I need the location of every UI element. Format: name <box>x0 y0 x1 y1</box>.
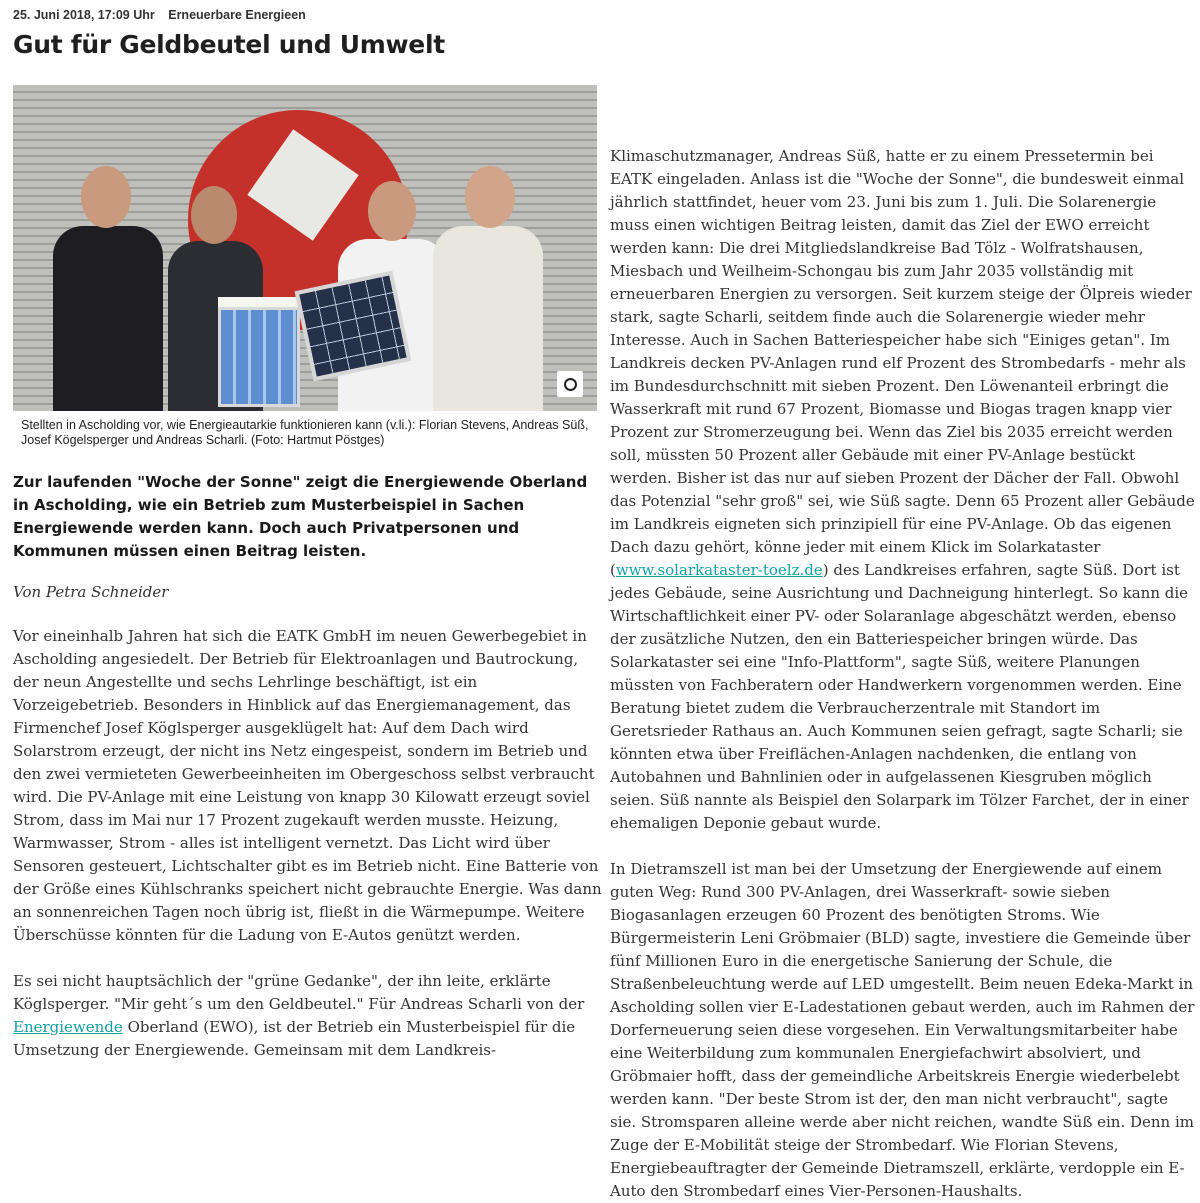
photo-person <box>433 166 543 411</box>
photo-demo-panel <box>218 307 300 407</box>
article-meta <box>13 8 306 22</box>
paragraph: Es sei nicht hauptsächlich der "grüne Gedanke", der ihn leite, erklärte Köglsperger. "Mir geht´s um den Geldbeutel." Für Andreas Scharli von der Energiewende Oberland (EWO), ist der Betrieb ein Musterbeispiel für die Umsetzung der Energiewende. Gemeinsam mit dem Landkreis- <box>13 972 585 1059</box>
article-byline: Von Petra Schneider <box>13 583 169 601</box>
energiewende-link[interactable]: Energiewende <box>13 1018 123 1036</box>
category-link[interactable]: Erneuerbare Energieen <box>168 8 306 22</box>
photo-caption: Stellten in Ascholding vor, wie Energieautarkie funktionieren kann (v.li.): Florian Stevens, Andreas Süß, Josef Kögelsperger und Andreas Scharli. (Foto: Hartmut Pöstges) <box>21 418 589 447</box>
article-lead: Zur laufenden "Woche der Sonne" zeigt die Energiewende Oberland in Ascholding, wie ein Betrieb zum Musterbeispiel in Sachen Energiewende werden kann. Doch auch Privatpersonen und Kommunen müssen einen Beitrag leisten. <box>13 473 588 560</box>
publish-date: 25. Juni 2018, 17:09 Uhr <box>13 8 155 22</box>
article-column-right <box>610 145 1195 1203</box>
article-headline: Gut für Geldbeutel und Umwelt <box>13 30 445 59</box>
photo-person <box>53 166 163 411</box>
article-photo[interactable] <box>13 85 597 411</box>
paragraph: Vor eineinhalb Jahren hat sich die EATK GmbH im neuen Gewerbegebiet in Ascholding angesiedelt. Der Betrieb für Elektroanlagen und Bautrockung, der neun Angestellte und sechs Lehrlinge beschäftigt, ist ein Vorzeigebetrieb. Besonders in Hinblick auf das Energiemanagement, das Firmenchef Josef Köglsperger ausgeklügelt hat: Auf dem Dach wird Solarstrom erzeugt, der nicht ins Netz eingespeist, sondern im Betrieb und den zwei vermieteten Gewerbeeinheiten im Obergeschoss selbst verbraucht wird. Die PV-Anlage mit eine Leistung von knapp 30 Kilowatt erzeugt soviel Strom, dass im Mai nur 17 Prozent zugekauft werden musste. Heizung, Warmwasser, Strom - alles ist intelligent vernetzt. Das Licht wird über Sensoren gesteuert, Lichtschalter gibt es im Betrieb nicht. Eine Batterie von der Größe eines Kühlschranks speichert nicht gebrauchte Energie. Was dann an sonnenreichen Tagen noch übrig ist, fließt in die Wärmepumpe. Weitere Überschüsse könnten für die Ladung von E-Autos genützt werden. <box>13 627 602 944</box>
article-column-left <box>13 625 603 1062</box>
camera-icon[interactable] <box>557 371 583 397</box>
paragraph: In Dietramszell ist man bei der Umsetzung der Energiewende auf einem guten Weg: Rund 300 PV-Anlagen, drei Wasserkraft- sowie sieben Biogasanlagen erzeugen 60 Prozent des benötigten Stroms. Wie Bürgermeisterin Leni Gröbmaier (BLD) sagte, investiere die Gemeinde über fünf Millionen Euro in die energetische Sanierung der Schule, die Straßenbeleuchtung werde auf LED umgestellt. Beim neuen Edeka-Markt in Ascholding sollen vier E-Ladestationen gebaut werden, auch im Rahmen der Dorferneuerung seien diese vorgesehen. Ein Verwaltungsmitarbeiter habe eine Weiterbildung zum kommunalen Energiefachwirt absolviert, und Gröbmaier hofft, dass der gemeindliche Arbeitskreis Energie wiederbelebt werden kann. "Der beste Strom ist der, den man nicht verbraucht", sagte sie. Stromsparen alleine werde aber nicht reichen, wandte Süß ein. Denn im Zuge der E-Mobilität steige der Strombedarf. Wie Florian Stevens, Energiebeauftragter der Gemeinde Dietramszell, erklärte, verdopple ein E-Auto den Strombedarf eines Vier-Personen-Haushalts. <box>610 860 1195 1200</box>
paragraph: Klimaschutzmanager, Andreas Süß, hatte er zu einem Pressetermin bei EATK eingeladen. Anlass ist die "Woche der Sonne", die bundesweit einmal jährlich stattfindet, heuer vom 23. Juni bis zum 1. Juli. Die Solarenergie muss einen wichtigen Beitrag leisten, damit das Ziel der EWO erreicht werden kann: Die drei Mitgliedslandkreise Bad Tölz - Wolfratshausen, Miesbach und Weilheim-Schongau bis zum Jahr 2035 vollständig mit erneuerbaren Energien zu versorgen. Seit kurzem steige der Ölpreis wieder stark, sagte Scharli, seitdem finde auch die Solarenergie wieder mehr Interesse. Auch in Sachen Batteriespeicher habe sich "Einiges getan". Im Landkreis decken PV-Anlagen rund elf Prozent des Strombedarfs - mehr als im Bundesdurchschnitt mit sieben Prozent. Den Löwenanteil erbringt die Wasserkraft mit rund 67 Prozent, Biomasse und Biogas tragen knapp vier Prozent zur Stromerzeugung bei. Wenn das Ziel bis 2035 erreicht werden soll, müssten 50 Prozent aller Gebäude mit einer PV-Anlage bestückt werden. Bisher ist das nur auf sieben Prozent der Dächer der Fall. Obwohl das Potenzial "sehr groß" sei, wie Süß sagte. Denn 65 Prozent aller Gebäude im Landkreis eigneten sich prinzipiell für eine PV-Anlage. Ob das eigenen Dach dazu gehört, könne jeder mit einem Klick im Solarkataster (www.solarkataster-toelz.de) des Landkreises erfahren, sagte Süß. Dort ist jedes Gebäude, seine Ausrichtung und Dachneigung hinterlegt. So kann die Wirtschaftlichkeit einer PV- oder Solaranlage abgeschätzt werden, ebenso der zusätzliche Nutzen, den ein Batteriespeicher bringen würde. Das Solarkataster sei eine "Info-Plattform", sagte Süß, weitere Planungen müssten von Fachberatern oder Handwerkern vorgenommen werden. Eine Beratung bietet zudem die Verbraucherzentrale mit Standort im Geretsrieder Rathaus an. Auch Kommunen seien gefragt, sagte Scharli; sie könnten etwa über Freiflächen-Anlagen nachdenken, die entlang von Autobahnen und Bahnlinien oder in aufgelassenen Kiesgruben möglich seien. Süß nannte als Beispiel den Solarpark im Tölzer Farchet, der in einer ehemaligen Deponie gebaut wurde. <box>610 147 1195 832</box>
solarkataster-link[interactable]: www.solarkataster-toelz.de <box>615 561 823 579</box>
